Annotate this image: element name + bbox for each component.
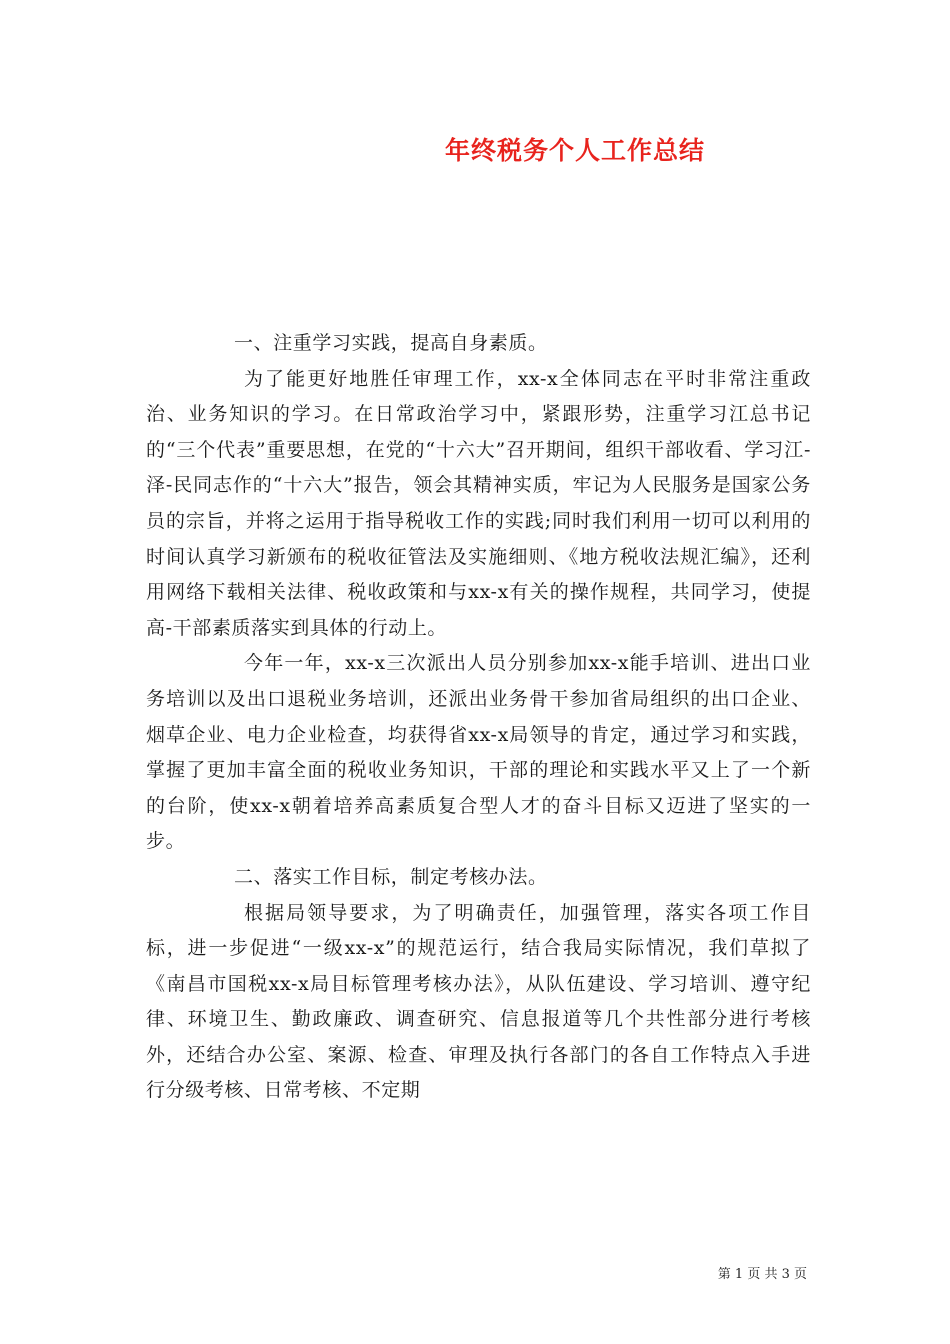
paragraph-2: 今年一年，xx-x三次派出人员分别参加xx-x能手培训、进出口业务培训以及出口退税业务培训，还派出业务骨干参加省局组织的出口企业、烟草企业、电力企业检查，均获得省xx-x局领导的肯定，通过学习和实践，掌握了更加丰富全面的税收业务知识，干部的理论和实践水平又上了一个新的台阶，使xx-x朝着培养高素质复合型人才的奋斗目标又迈进了坚实的一步。 — [146, 652, 811, 853]
section-heading-1: 一、注重学习实践，提高自身素质。 — [234, 332, 548, 354]
page-number-footer: 第 1 页 共 3 页 — [717, 1267, 807, 1282]
section-heading-2: 二、落实工作目标，制定考核办法。 — [234, 865, 548, 888]
paragraph-1: 为了能更好地胜任审理工作，xx-x全体同志在平时非常注重政治、业务知识的学习。在日常政治学习中，紧跟形势，注重学习江总书记的“三个代表”重要思想，在党的“十六大”召开期间，组织干部收看、学习江-泽-民同志作的“十六大”报告，领会其精神实质，牢记为人民服务是国家公务员的宗旨，并将之运用于指导税收工作的实践;同时我们利用一切可以利用的时间认真学习新颁布的税收征管法及实施细则、《地方税收法规汇编》，还利用网络下载相关法律、税收政策和与xx-x有关的操作规程，共同学习，使提高-干部素质落实到具体的行动上。 — [146, 367, 811, 639]
paragraph-3: 根据局领导要求，为了明确责任，加强管理，落实各项工作目标，进一步促进“一级xx-x”的规范运行，结合我局实际情况，我们草拟了《南昌市国税xx-x局目标管理考核办法》，从队伍建设、学习培训、遵守纪律、环境卫生、勤政廉政、调查研究、信息报道等几个共性部分进行考核外，还结合办公室、案源、检查、审理及执行各部门的各自工作特点入手进行分级考核、日常考核、不定期 — [146, 901, 811, 1102]
document-title: 年终税务个人工作总结 — [444, 136, 705, 165]
document-body — [146, 326, 811, 1109]
